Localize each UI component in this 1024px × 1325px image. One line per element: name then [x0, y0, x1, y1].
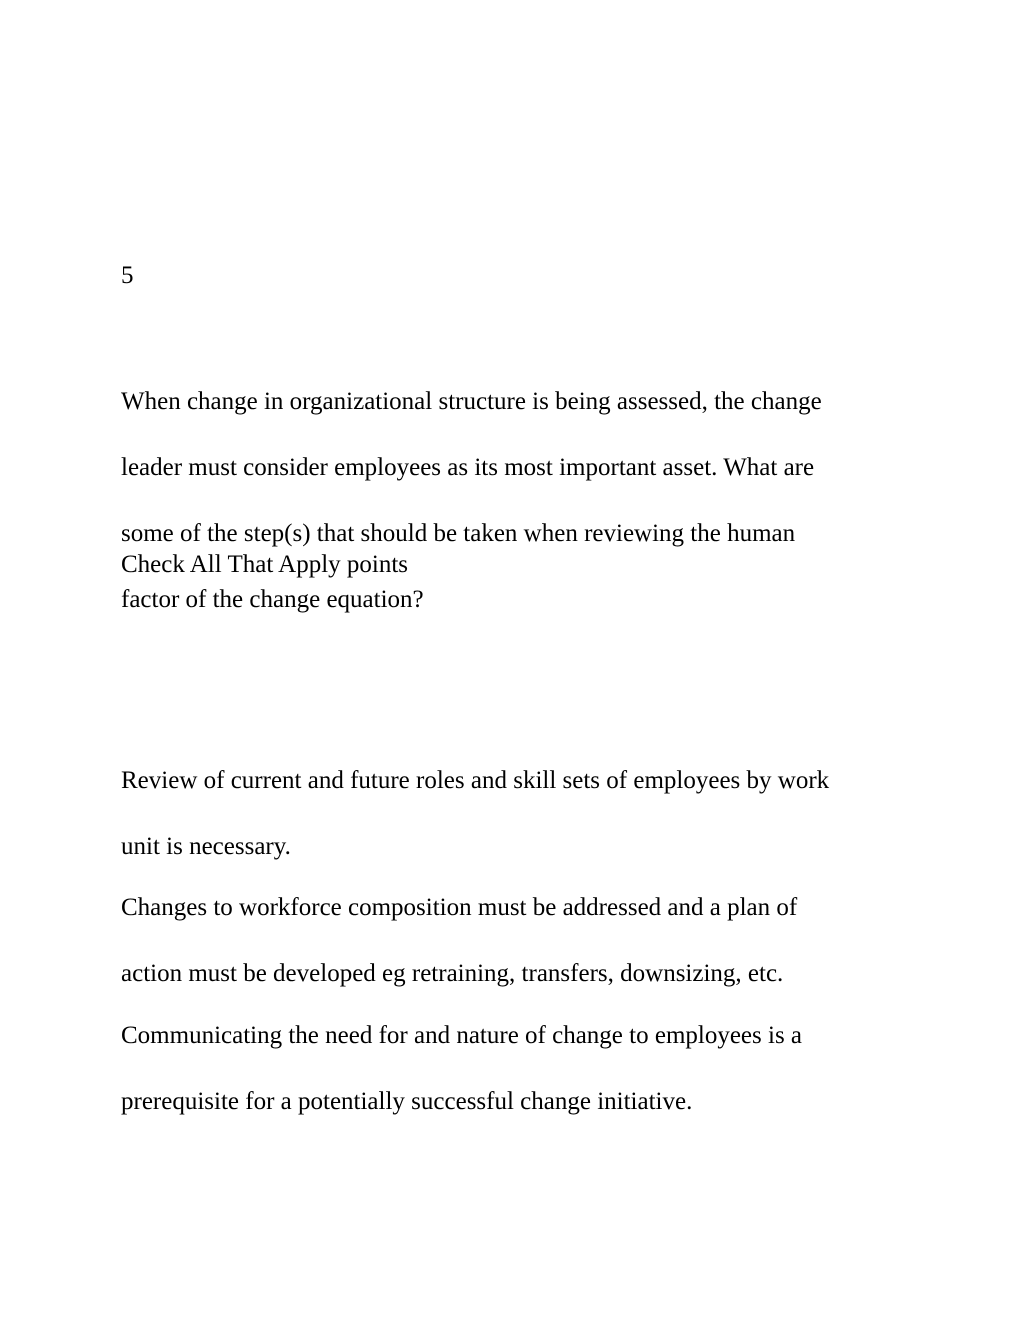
question-line: When change in organizational structure is being assessed, the change [121, 388, 822, 415]
answer-option-line: Changes to workforce composition must be addressed and a plan of [121, 894, 798, 921]
answer-option[interactable] [121, 986, 921, 1151]
answer-option-line: action must be developed eg retraining, transfers, downsizing, etc. [121, 960, 784, 987]
question-line: some of the step(s) that should be taken when reviewing the human [121, 520, 796, 547]
question-line: leader must consider employees as its most important asset. What are [121, 454, 815, 481]
answer-option-line: Review of current and future roles and skill sets of employees by work [121, 767, 830, 794]
question-number: 5 [121, 262, 134, 289]
answer-option-line: Communicating the need for and nature of change to employees is a [121, 1022, 803, 1049]
question-instruction: Check All That Apply points [121, 551, 409, 578]
question-line: factor of the change equation? [121, 586, 424, 613]
answer-option-line: unit is necessary. [121, 833, 291, 860]
question-text [121, 352, 921, 649]
answer-option-line: prerequisite for a potentially successful change initiative. [121, 1088, 693, 1115]
